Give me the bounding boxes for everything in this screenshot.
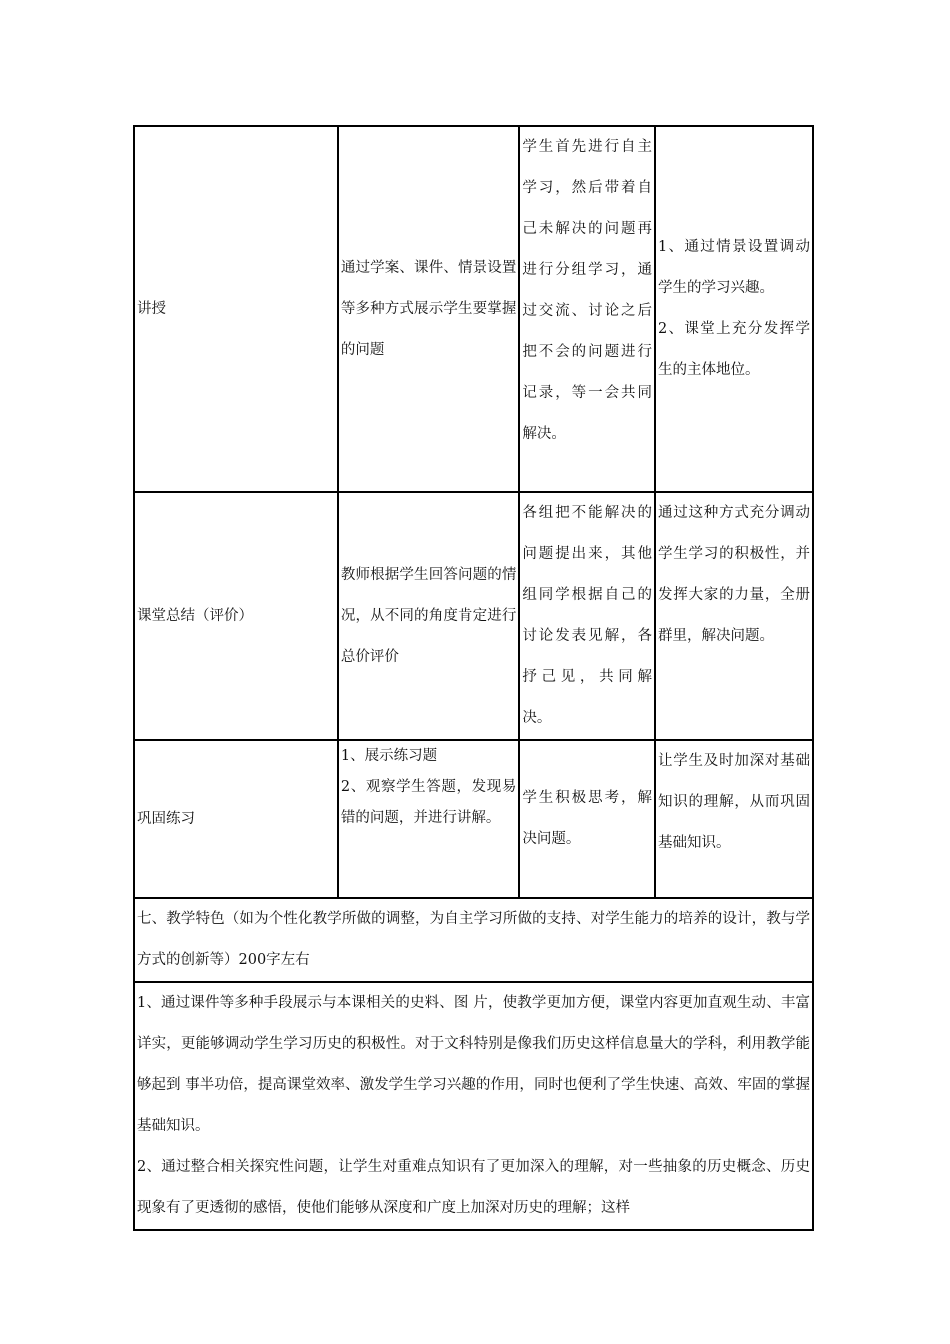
table-row [134, 898, 813, 982]
student-activity-cell: 学生首先进行自主学习，然后带着自己未解决的问题再进行分组学习，通过交流、讨论之后把不会的问题进行记录，等一会共同解决。 [519, 126, 655, 492]
section-heading: 七、教学特色（如为个性化教学所做的调整，为自主学习所做的支持、对学生能力的培养的设计，教与学方式的创新等）200字左右 [134, 898, 813, 982]
teacher-activity-cell: 教师根据学生回答问题的情况，从不同的角度肯定进行总价评价 [338, 492, 519, 740]
teacher-activity-cell [338, 740, 519, 898]
table-row [134, 126, 813, 492]
stage-cell: 讲授 [134, 126, 338, 492]
intent-line: 2、课堂上充分发挥学生的主体地位。 [657, 321, 810, 378]
table-row [134, 492, 813, 740]
teacher-activity-cell: 通过学案、课件、情景设置等多种方式展示学生要掌握的问题 [338, 126, 519, 492]
intent-line: 让学生及时加深对基础知识的理解，从而巩固基础知识。 [657, 753, 810, 851]
intent-line: 1、通过情景设置调动学生的学习兴趣。 [657, 239, 810, 296]
section-paragraph: 2、通过整合相关探究性问题，让学生对重难点知识有了更加深入的理解，对一些抽象的历史概念、历史现象有了更透彻的感悟，使他们能够从深度和广度上加深对历史的理解；这样 [137, 1159, 810, 1216]
table-row [134, 982, 813, 1230]
stage-cell: 巩固练习 [134, 740, 338, 898]
section-paragraph: 1、通过课件等多种手段展示与本课相关的史料、图 片，使教学更加方便，课堂内容更加直观生动、丰富详实，更能够调动学生学习历史的积极性。对于文科特别是像我们历史这样信息量大的学科，利用教学能够起到 事半功倍，提高课堂效率、激发学生学习兴趣的作用，同时也便利了学生快速、高效、牢固的掌握基础知识。 [137, 995, 810, 1134]
lesson-table [133, 125, 814, 1231]
teacher-line: 2、观察学生答题，发现易错的问题，并进行讲解。 [340, 779, 517, 826]
stage-cell: 课堂总结（评价） [134, 492, 338, 740]
student-activity-cell: 学生积极思考，解决问题。 [519, 740, 655, 898]
design-intent-cell [655, 740, 813, 898]
design-intent-cell [655, 126, 813, 492]
section-body [134, 982, 813, 1230]
table-row [134, 740, 813, 898]
student-activity-cell: 各组把不能解决的问题提出来，其他组同学根据自己的讨论发表见解，各抒己见，共同解决。 [519, 492, 655, 740]
teacher-line: 1、展示练习题 [340, 748, 438, 764]
intent-line: 通过这种方式充分调动学生学习的积极性，并发挥大家的力量，全册群里，解决问题。 [657, 505, 810, 644]
design-intent-cell [655, 492, 813, 740]
